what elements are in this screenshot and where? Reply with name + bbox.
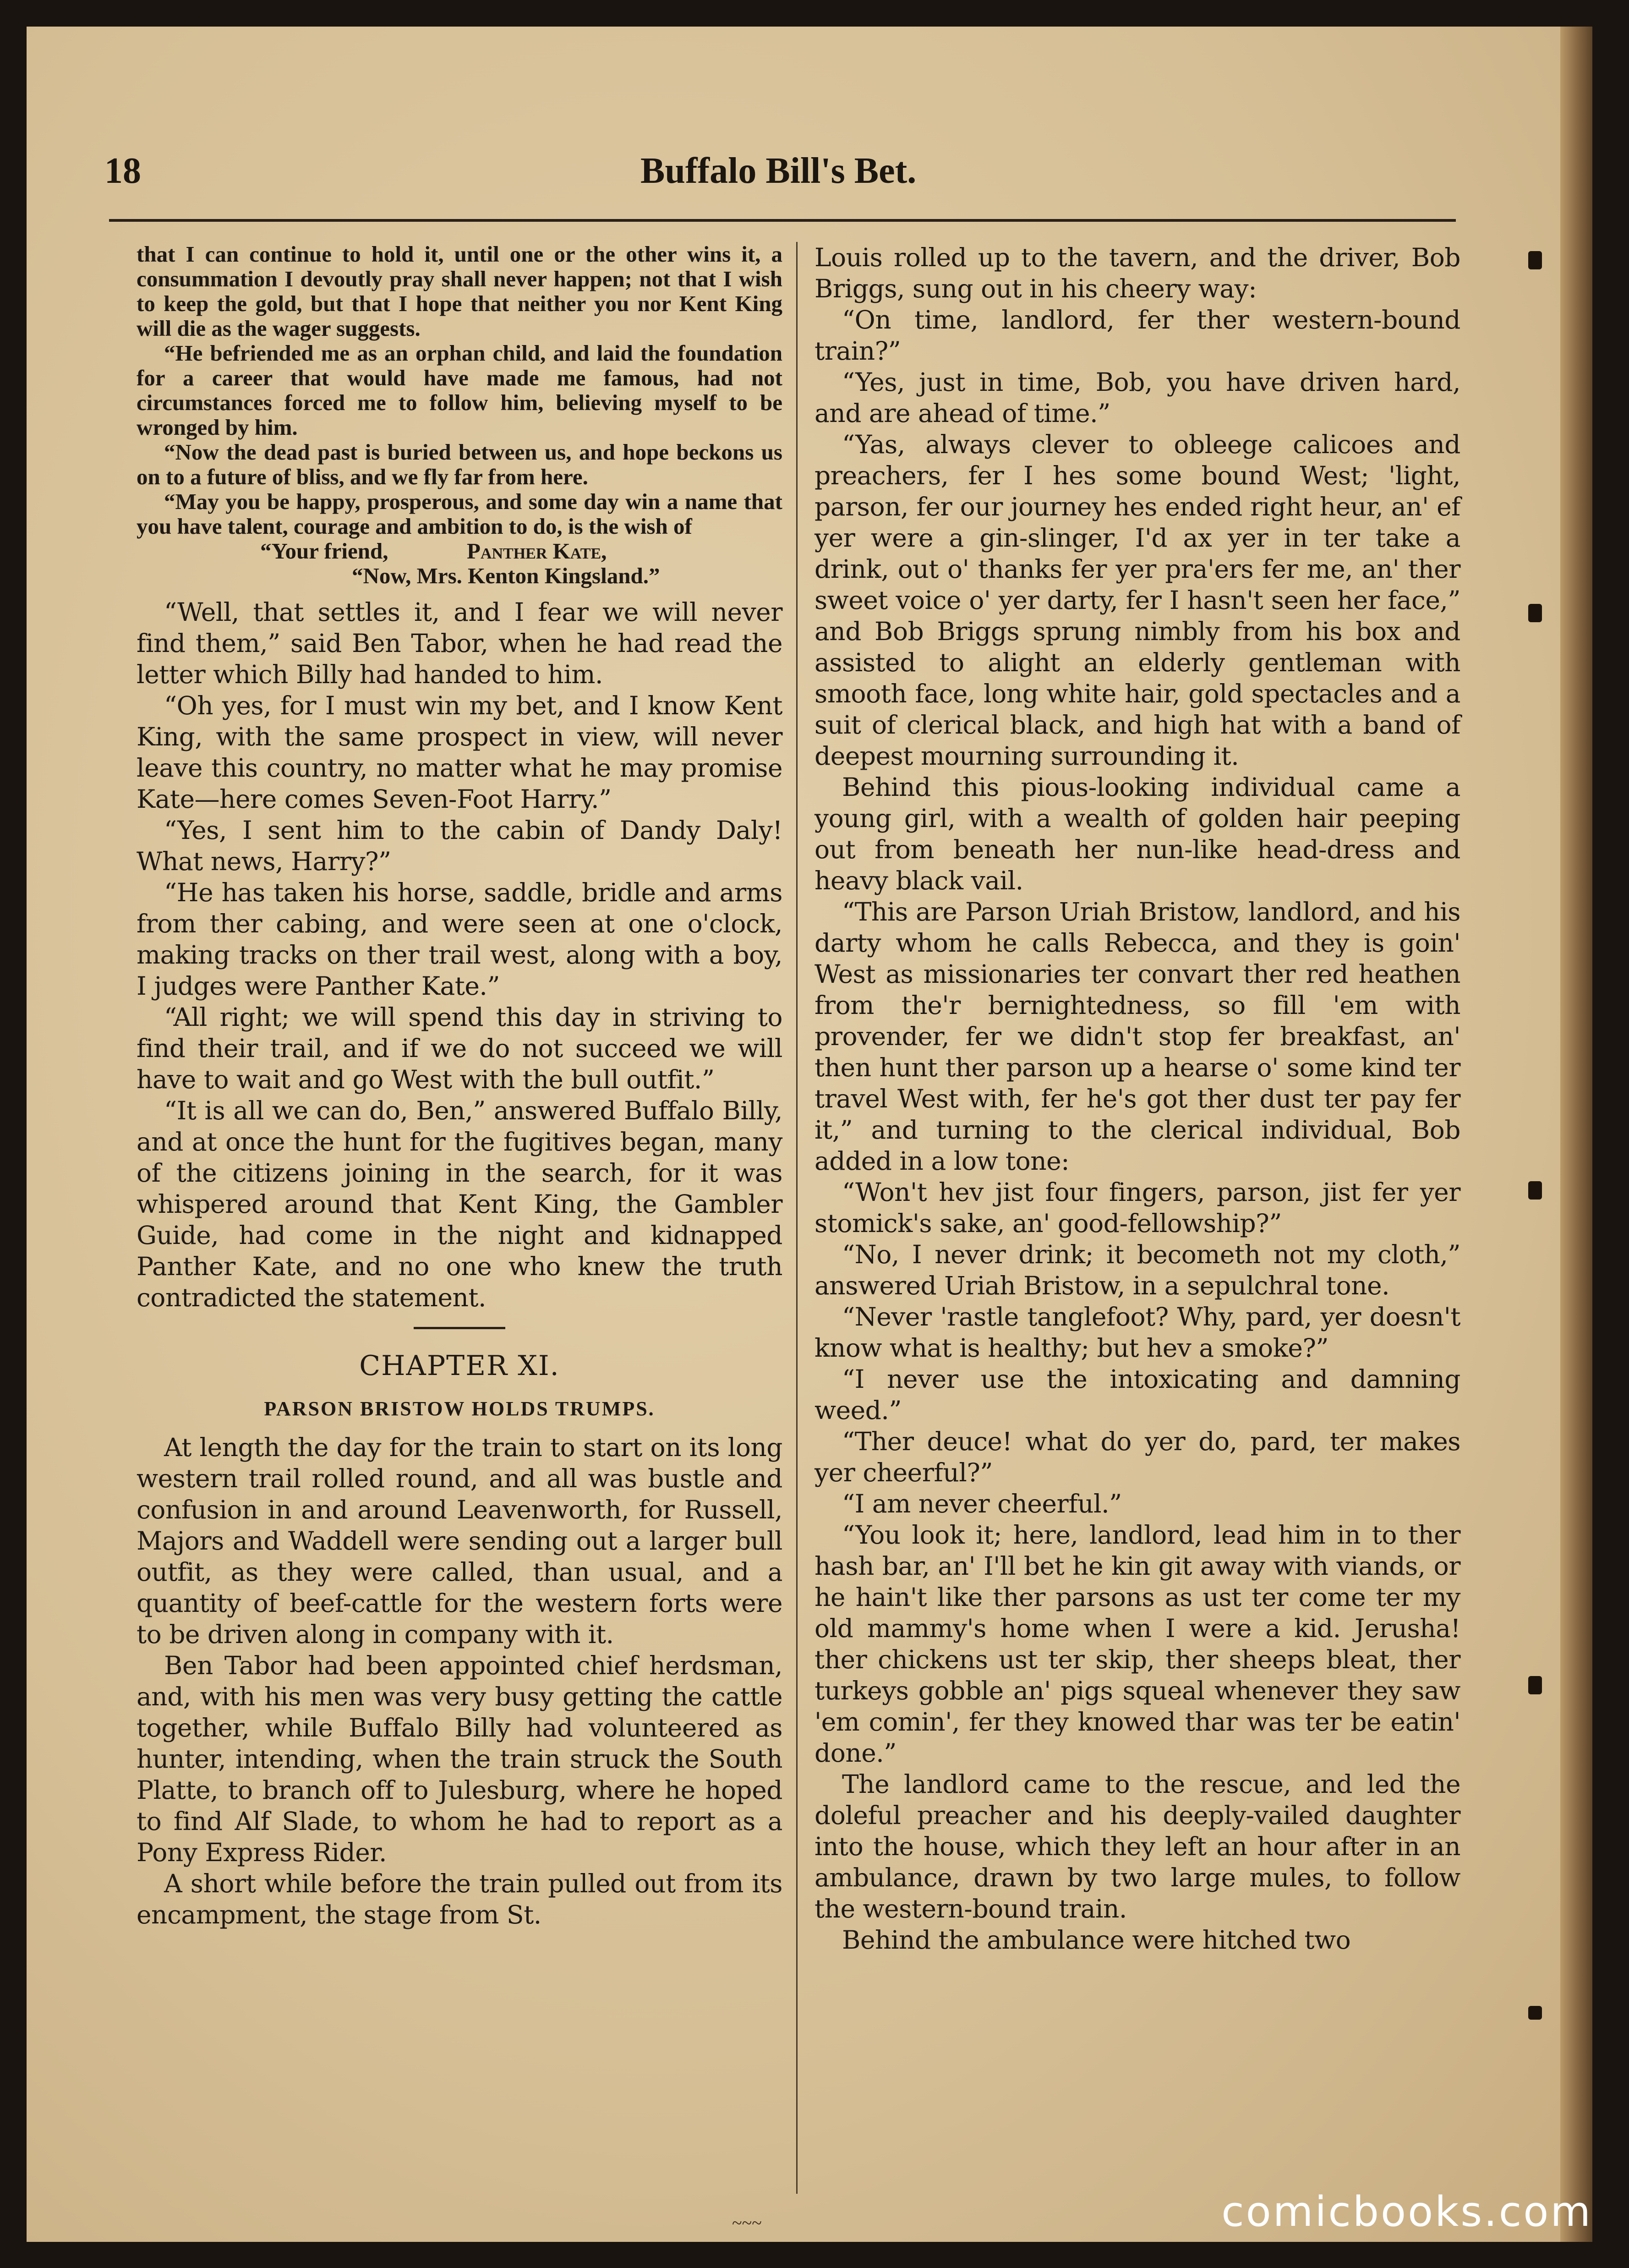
binding-edge [1560,27,1592,2242]
column-divider [796,242,798,2194]
paragraph: “You look it; here, landlord, lead him in to ther hash bar, an' I'll bet he kin git away with viands, or he hain't like ther parsons as ust ter come ter my old mammy's home when I were a kid. Jerusha! ther chickens ust ter skip, ther sheeps bleat, ther turkeys gobble an' pigs squeal whenever they saw 'em comin', fer they knowed thar was ter be eatin' done.” [814,1520,1460,1768]
paragraph: “This are Parson Uriah Bristow, landlord, and his darty whom he calls Rebecca, and they is goin' West as missionaries ter convart ther red heathen from the'r bernightedness, so fill 'em with provender, fer we didn't stop fer breakfast, an' then hunt ther parson up a hearse o' some kind ter travel West with, fer he's got ther dust ter pay fer it,” and turning to the clerical individual, Bob added in a low tone: [814,897,1460,1176]
paragraph: “He has taken his horse, saddle, bridle and arms from ther cabing, and were seen at one o'clock, making tracks on ther trail west, along with a boy, I judges were Panther Kate.” [137,878,782,1001]
paragraph: “Ther deuce! what do yer do, pard, ter makes yer cheerful?” [814,1427,1460,1487]
paragraph: “I never use the intoxicating and damning weed.” [814,1364,1460,1425]
chapter-rule [414,1327,505,1329]
staple-hole [1528,604,1542,622]
page-number: 18 [104,151,141,191]
paragraph: “Yes, just in time, Bob, you have driven hard, and are ahead of time.” [814,367,1460,428]
signature-married-name: “Now, Mrs. Kenton Kingsland.” [352,563,660,588]
staple-hole [1528,1181,1542,1200]
chapter-subtitle: PARSON BRISTOW HOLDS TRUMPS. [264,1397,655,1420]
paragraph: “It is all we can do, Ben,” answered Buffalo Billy, and at once the hunt for the fugitives began, many of the citizens joining in the search, for it was whispered around that Kent King, the Gambler Guide, had come in the night and kidnapped Panther Kate, and no one who knew the truth contradicted the statement. [137,1096,782,1312]
paragraph: “Oh yes, for I must win my bet, and I know Kent King, with the same prospect in view, will never leave this country, no matter what he may promise Kate—here comes Seven-Foot Harry.” [137,691,782,814]
paragraph: “All right; we will spend this day in striving to find their trail, and if we do not succeed we will have to wait and go West with the bull outfit.” [137,1003,782,1094]
paragraph: “I am never cheerful.” [842,1489,1122,1518]
watermark-text: comicbooks.com [1221,2188,1592,2236]
letter-signature [137,539,782,564]
letter-paragraph: “May you be happy, prosperous, and some day win a name that you have talent, courage and ambition to do, is the wish of [137,489,782,539]
letter-paragraph: that I can continue to hold it, until one or the other wins it, a consummation I devoutly pray shall never happen; not that I wish to keep the gold, but that I hope that neither you nor Kent King will die as the wager suggests. [137,241,782,341]
paragraph: “Well, that settles it, and I fear we will never find them,” said Ben Tabor, when he had read the letter which Billy had handed to him. [137,597,782,689]
paragraph: At length the day for the train to start on its long western trail rolled round, and all was bustle and confusion in and around Leavenworth, for Russell, Majors and Waddell were sending out a larger bull outfit, as they were called, than usual, and a quantity of beef-cattle for the western forts were to be driven along in company with it. [137,1433,782,1649]
paragraph: A short while before the train pulled out from its encampment, the stage from St. [137,1869,782,1929]
paragraph: “No, I never drink; it becometh not my cloth,” answered Uriah Bristow, in a sepulchral tone. [814,1240,1460,1300]
signature-closing: “Your friend, [260,538,388,564]
paragraph: “Never 'rastle tanglefoot? Why, pard, yer doesn't know what is healthy; but hev a smoke?” [814,1302,1460,1363]
paragraph: “Yes, I sent him to the cabin of Dandy Daly! What news, Harry?” [137,816,782,876]
page-header [104,141,1456,201]
right-column [814,242,1460,2208]
staple-hole [1528,1676,1542,1694]
chapter-title: CHAPTER XI. [359,1350,560,1382]
paragraph: Louis rolled up to the tavern, and the driver, Bob Briggs, sung out in his cheery way: [814,243,1460,303]
paragraph: “Won't hev jist four fingers, parson, jist fer yer stomick's sake, an' good-fellowship?” [814,1178,1460,1238]
paragraph: The landlord came to the rescue, and led the doleful preacher and his deeply-vailed daughter into the house, which they left an hour after in an ambulance, drawn by two large mules, to follow the western-bound train. [814,1769,1460,1923]
letter-paragraph: “Now the dead past is buried between us, and hope beckons us on to a future of bliss, and we fly far from here. [137,439,782,489]
printer-smudge: ~~~ [732,2213,762,2233]
paragraph: Behind this pious-looking individual came a young girl, with a wealth of golden hair peeping out from beneath her nun-like head-dress and heavy black vail. [814,772,1460,895]
paragraph: Behind the ambulance were hitched two [842,1925,1351,1955]
header-rule [109,219,1456,222]
running-title: Buffalo Bill's Bet. [640,151,917,191]
paragraph: “Yas, always clever to obleege calicoes and preachers, fer I hes some bound West; 'light, parson, fer our journey hes ended right heur, an' ef yer were a gin-slinger, I'd ax yer in ter take a drink, out o' thanks fer yer pra'ers fer me, an' ther sweet voice o' yer darty, fer I hasn't seen her face,” and Bob Briggs sprung nimbly from his box and assisted to alight an elderly gentleman with smooth face, long white hair, gold spectacles and a suit of clerical black, and high hat with a band of deepest mourning surrounding it. [814,430,1460,771]
paragraph: “On time, landlord, fer ther western-bound train?” [814,305,1460,366]
staple-hole [1528,2006,1542,2020]
paragraph: Ben Tabor had been appointed chief herdsman, and, with his men was very busy getting the cattle together, while Buffalo Billy had volunteered as hunter, intending, when the train struck the South Platte, to branch off to Julesburg, where he hoped to find Alf Slade, to whom he had to report as a Pony Express Rider. [137,1651,782,1867]
left-column [137,242,782,2208]
staple-hole [1528,251,1542,269]
signature-name: Panther Kate, [467,538,607,564]
book-page [27,27,1592,2242]
letter-paragraph: “He befriended me as an orphan child, and laid the foundation for a career that would have made me famous, had not circumstances forced me to follow him, believing myself to be wronged by him. [137,340,782,440]
